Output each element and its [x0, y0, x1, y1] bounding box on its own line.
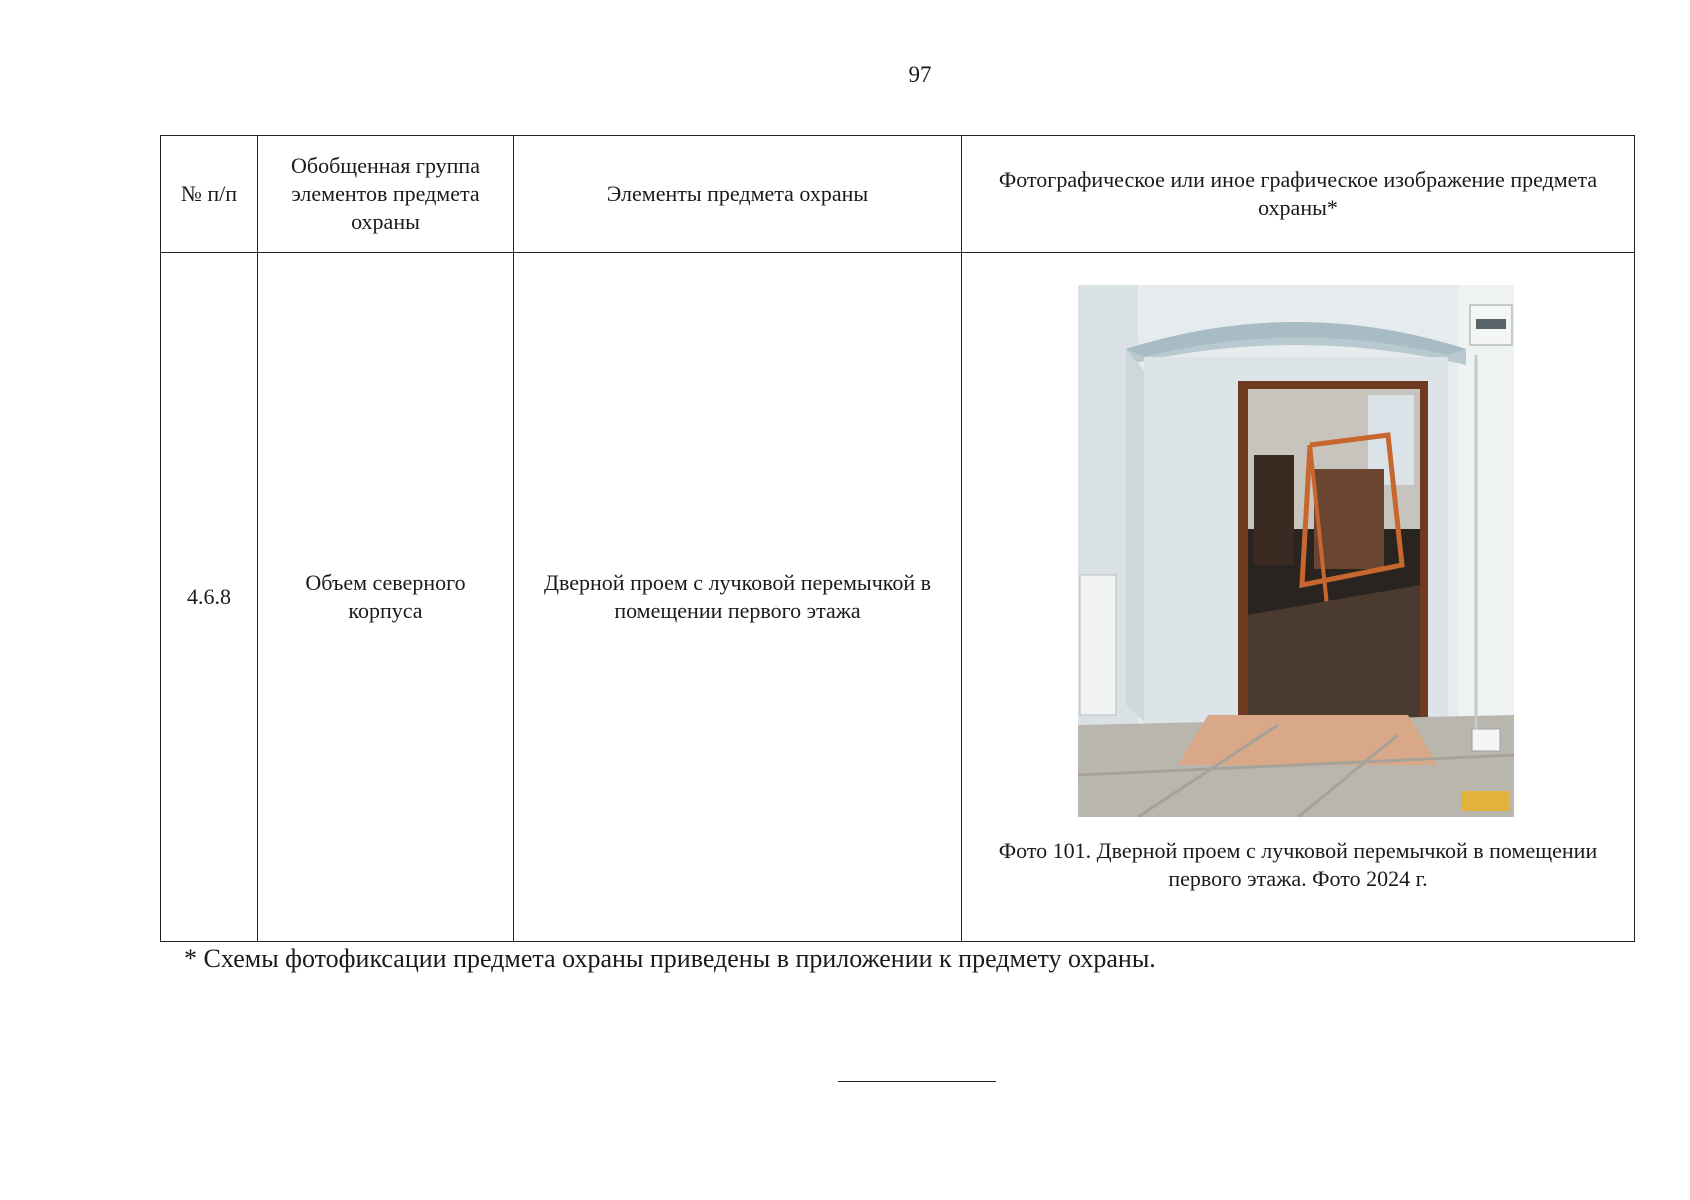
- header-num: № п/п: [161, 136, 258, 253]
- protection-table: [160, 135, 1635, 942]
- cell-num: 4.6.8: [161, 253, 258, 942]
- photo-caption: Фото 101. Дверной проем с лучковой перемычкой в помещении первого этажа. Фото 2024 г.: [998, 838, 1598, 891]
- doorway-photo: [1078, 285, 1514, 817]
- cell-group: Объем северного корпуса: [258, 253, 514, 942]
- header-elements: Элементы предмета охраны: [514, 136, 962, 253]
- footnote: * Схемы фотофиксации предмета охраны приведены в приложении к предмету охраны.: [184, 944, 1156, 973]
- header-group: Обобщенная группа элементов предмета охраны: [258, 136, 514, 253]
- table-header-row: [161, 136, 1635, 253]
- page-number: 97: [908, 62, 932, 87]
- table-row: [161, 253, 1635, 942]
- photo-container: [962, 253, 1634, 941]
- cell-elements: Дверной проем с лучковой перемычкой в помещении первого этажа: [514, 253, 962, 942]
- divider-line: [838, 1081, 996, 1082]
- cell-photo: [962, 253, 1635, 942]
- header-image: Фотографическое или иное графическое изображение предмета охраны*: [962, 136, 1635, 253]
